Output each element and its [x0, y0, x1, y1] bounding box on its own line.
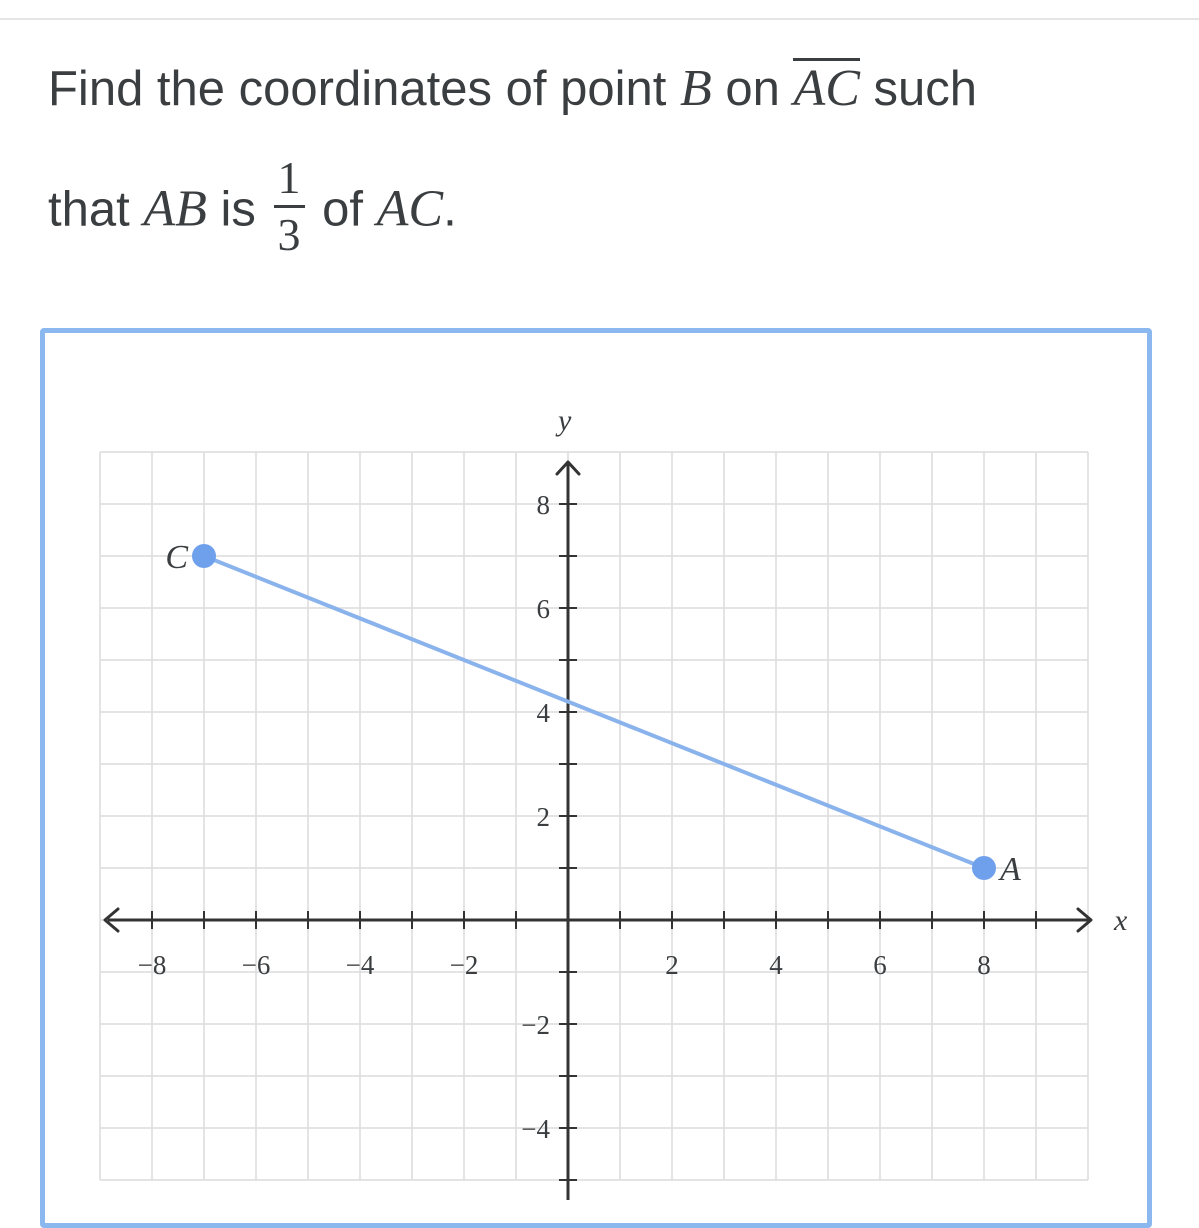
y-tick-label: 8 [536, 490, 550, 520]
question-text: that [48, 182, 144, 237]
point-label-C: C [165, 539, 188, 576]
y-tick-label: 2 [536, 802, 550, 832]
x-tick-label: 4 [769, 950, 783, 980]
question-text: . [443, 182, 457, 237]
point-label-A: A [1000, 851, 1021, 888]
x-tick-label: −2 [449, 950, 479, 980]
y-tick-label: 6 [536, 594, 550, 624]
question-text: such [859, 62, 978, 116]
question-text: on [711, 62, 794, 116]
y-tick-label: −2 [521, 1010, 550, 1040]
x-tick-label: 2 [665, 950, 679, 980]
question-text: Find the coordinates of point [48, 62, 680, 116]
x-tick-label: −6 [241, 950, 271, 980]
question-text: of [308, 182, 377, 237]
math-segment-AC: AC [793, 60, 860, 117]
math-AB: AB [143, 180, 207, 238]
x-tick-label: 8 [977, 950, 991, 980]
y-tick-label: −4 [521, 1114, 550, 1144]
x-tick-label: −4 [345, 950, 375, 980]
x-tick-label: −8 [137, 950, 167, 980]
point-C [192, 544, 216, 568]
fraction-numerator: 1 [277, 152, 301, 203]
point-A [972, 856, 996, 880]
fraction-denominator: 3 [277, 209, 301, 261]
x-axis-label: x [1114, 904, 1128, 937]
x-tick-label: 6 [873, 950, 887, 980]
math-AC: AC [376, 180, 444, 238]
question-text: is [206, 182, 270, 237]
y-axis-label: y [558, 404, 572, 437]
math-B: B [679, 60, 712, 117]
y-tick-label: 4 [536, 698, 550, 728]
